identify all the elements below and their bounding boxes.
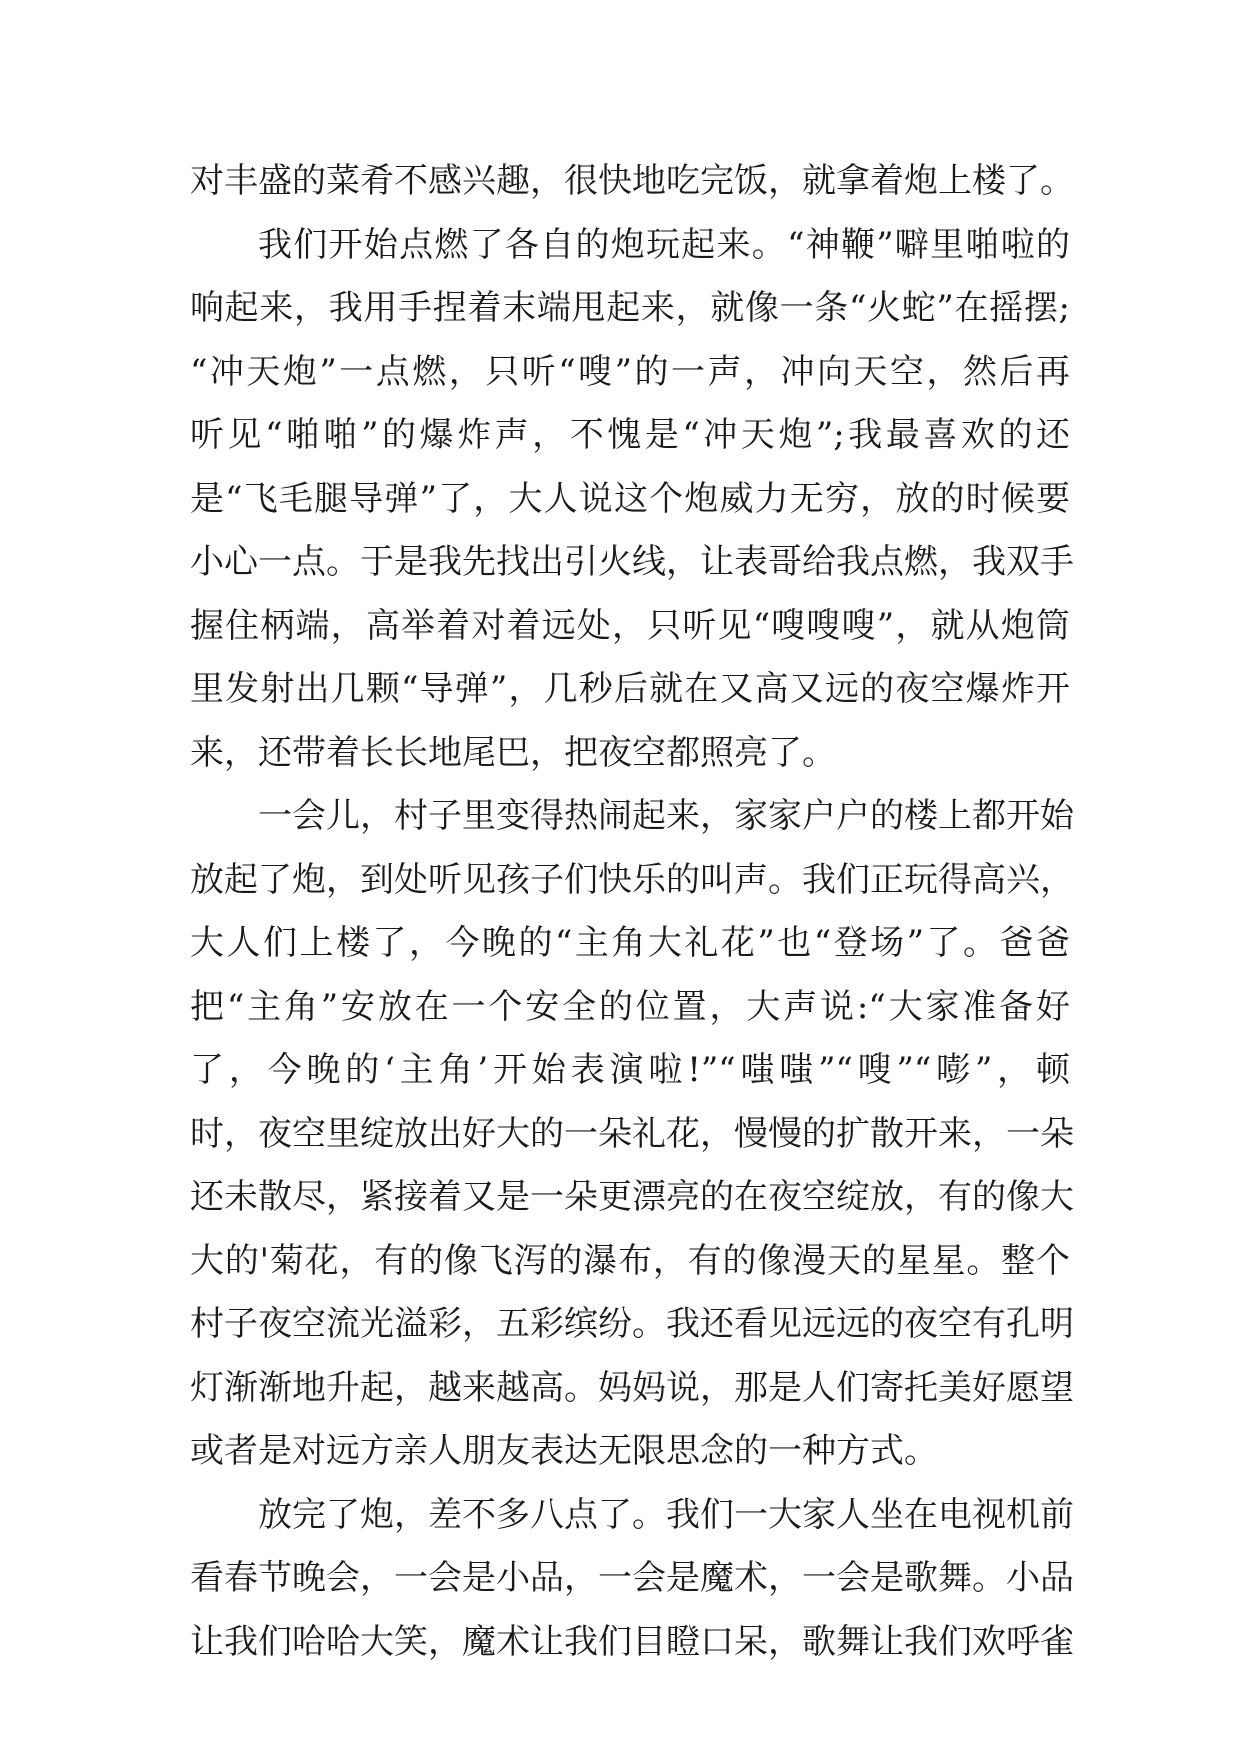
body-text — [190, 150, 1074, 1674]
text-line: 是“飞毛腿导弹”了，大人说这个炮威力无穷，放的时候要 — [190, 478, 1070, 519]
paragraph-start-line: 我们开始点燃了各自的炮玩起来。“神鞭”噼里啪啦的 — [258, 224, 1070, 265]
text-line: 时，夜空里绽放出好大的一朵礼花，慢慢的扩散开来，一朵 — [190, 1113, 1074, 1154]
paragraph-start-line: 一会儿，村子里变得热闹起来，家家户户的楼上都开始 — [258, 796, 1074, 836]
text-line: 大人们上楼了，今晚的“主角大礼花”也“登场”了。爸爸 — [190, 923, 1070, 963]
text-line: 让我们哈哈大笑，魔术让我们目瞪口呆，歌舞让我们欢呼雀 — [190, 1621, 1074, 1662]
text-line: “冲天炮”一点燃，只听“嗖”的一声，冲向天空，然后再 — [190, 351, 1070, 392]
text-line: 还未散尽，紧接着又是一朵更漂亮的在夜空绽放，有的像大 — [190, 1177, 1074, 1217]
text-line: 大的'菊花，有的像飞泻的瀑布，有的像漫天的星星。整个 — [190, 1240, 1070, 1281]
text-line: 把“主角”安放在一个安全的位置，大声说:“大家准备好 — [190, 986, 1070, 1027]
text-line: 村子夜空流光溢彩，五彩缤纷。我还看见远远的夜空有孔明 — [190, 1304, 1074, 1344]
text-line: 对丰盛的菜肴不感兴趣，很快地吃完饭，就拿着炮上楼了。 — [190, 161, 1074, 201]
text-line: 了，今晚的‘主角’开始表演啦!”“嗤嗤”“嗖”“嘭”，顿 — [190, 1050, 1070, 1090]
paragraph-end-line: 或者是对远方亲人朋友表达无限思念的一种方式。 — [190, 1431, 938, 1471]
text-line: 放起了炮，到处听见孩子们快乐的叫声。我们正玩得高兴， — [190, 859, 1074, 900]
paragraph-end-line: 来，还带着长长地尾巴，把夜空都照亮了。 — [190, 732, 836, 773]
text-line: 握住柄端，高举着对着远处，只听见“嗖嗖嗖”，就从炮筒 — [190, 605, 1070, 646]
text-line: 灯渐渐地升起，越来越高。妈妈说，那是人们寄托美好愿望 — [190, 1367, 1074, 1408]
text-line: 看春节晚会，一会是小品，一会是魔术，一会是歌舞。小品 — [190, 1558, 1074, 1598]
text-line: 小心一点。于是我先找出引火线，让表哥给我点燃，我双手 — [190, 542, 1074, 582]
text-line: 响起来，我用手捏着末端甩起来，就像一条“火蛇”在摇摆; — [190, 288, 1070, 328]
text-line: 里发射出几颗“导弹”，几秒后就在又高又远的夜空爆炸开 — [190, 669, 1070, 709]
text-line: 听见“啪啪”的爆炸声，不愧是“冲天炮”;我最喜欢的还 — [190, 415, 1070, 455]
paragraph-start-line: 放完了炮，差不多八点了。我们一大家人坐在电视机前 — [258, 1494, 1074, 1535]
